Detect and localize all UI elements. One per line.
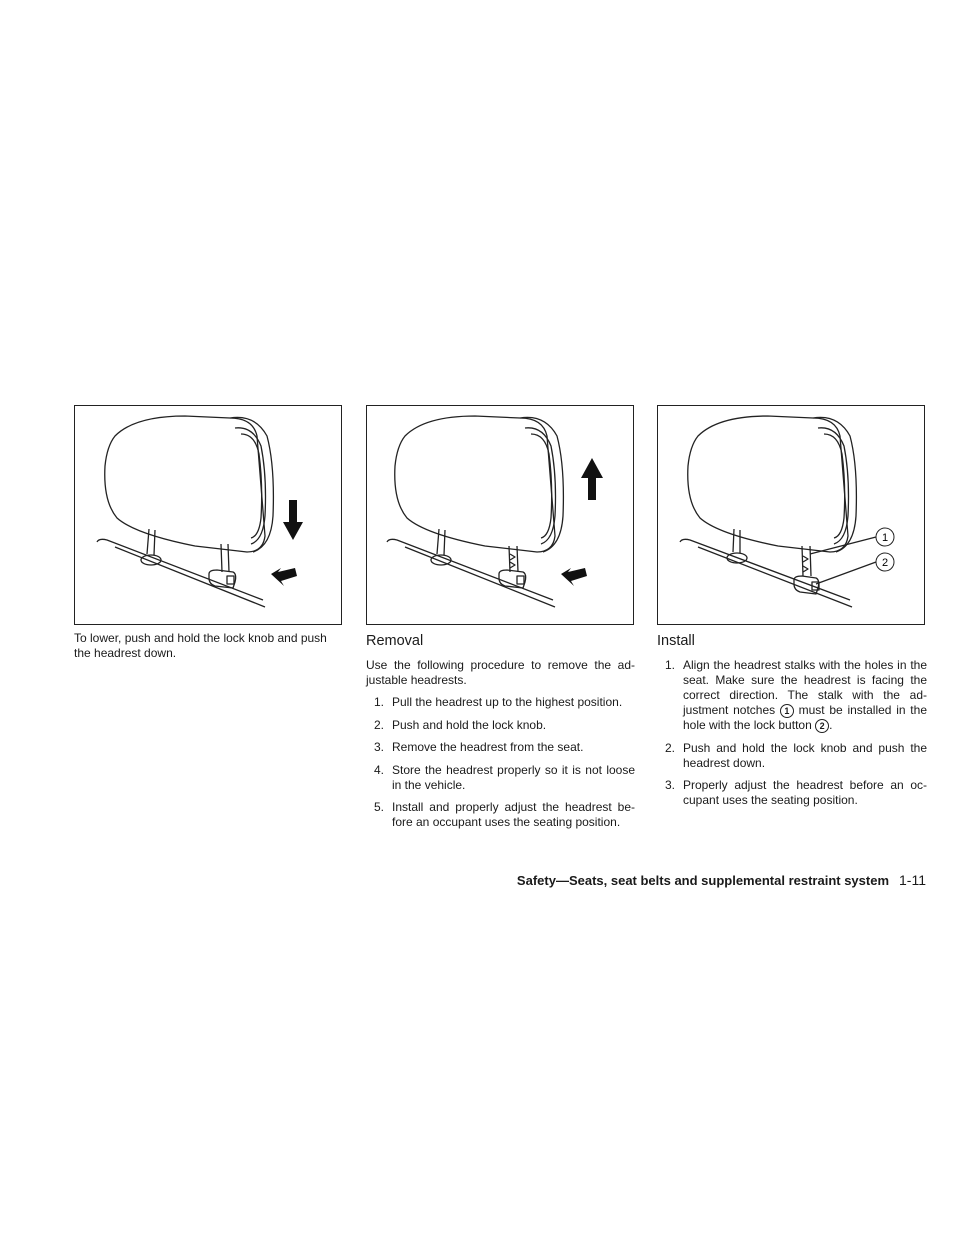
figure-install-headrest [657,405,925,625]
callout-2-badge: 2 [815,719,829,733]
callout-2-label: 2 [881,557,889,569]
column-install [657,405,927,816]
page-number: 1-11 [899,872,926,888]
callout-1-badge: 1 [780,704,794,718]
callout-1-label: 1 [881,532,889,544]
list-item: 2. Push and hold the lock knob and push the headrest down. [665,740,927,770]
figure-lower-headrest [74,405,342,625]
column-removal [366,405,635,838]
headrest-removal-illustration [367,406,635,626]
headrest-lower-illustration [75,406,343,626]
removal-steps [366,695,635,830]
headrest-install-illustration [658,406,926,626]
list-item: 4. Store the headrest properly so it is not loose in the vehicle. [374,762,635,792]
install-steps [657,658,927,808]
page-footer [517,872,926,888]
list-item: 1. Pull the headrest up to the highest position. [374,695,623,709]
figure-lower-caption: To lower, push and hold the lock knob and push the headrest down. [74,631,327,660]
removal-heading: Removal [366,633,424,649]
footer-section-title: Safety—Seats, seat belts and supplemental restraint system [516,873,890,888]
removal-intro: Use the following procedure to remove the adjustable headrests. [366,658,635,687]
list-item: 5. Install and properly adjust the headrest before an occupant uses the seating position. [374,800,635,829]
install-heading: Install [657,633,695,649]
list-item: 3. Properly adjust the headrest before an occupant uses the seating position. [665,778,927,807]
column-lower [74,405,344,661]
list-item: 3. Remove the headrest from the seat. [374,740,584,754]
list-item: 1. Align the headrest stalks with the holes in the seat. Make sure the headrest is facing the correct direction. The stalk with the adjustment notches 1 must be installed in the hole with the lock button 2 . [665,658,927,732]
figure-removal-headrest [366,405,634,625]
list-item: 2. Push and hold the lock knob. [374,717,547,732]
